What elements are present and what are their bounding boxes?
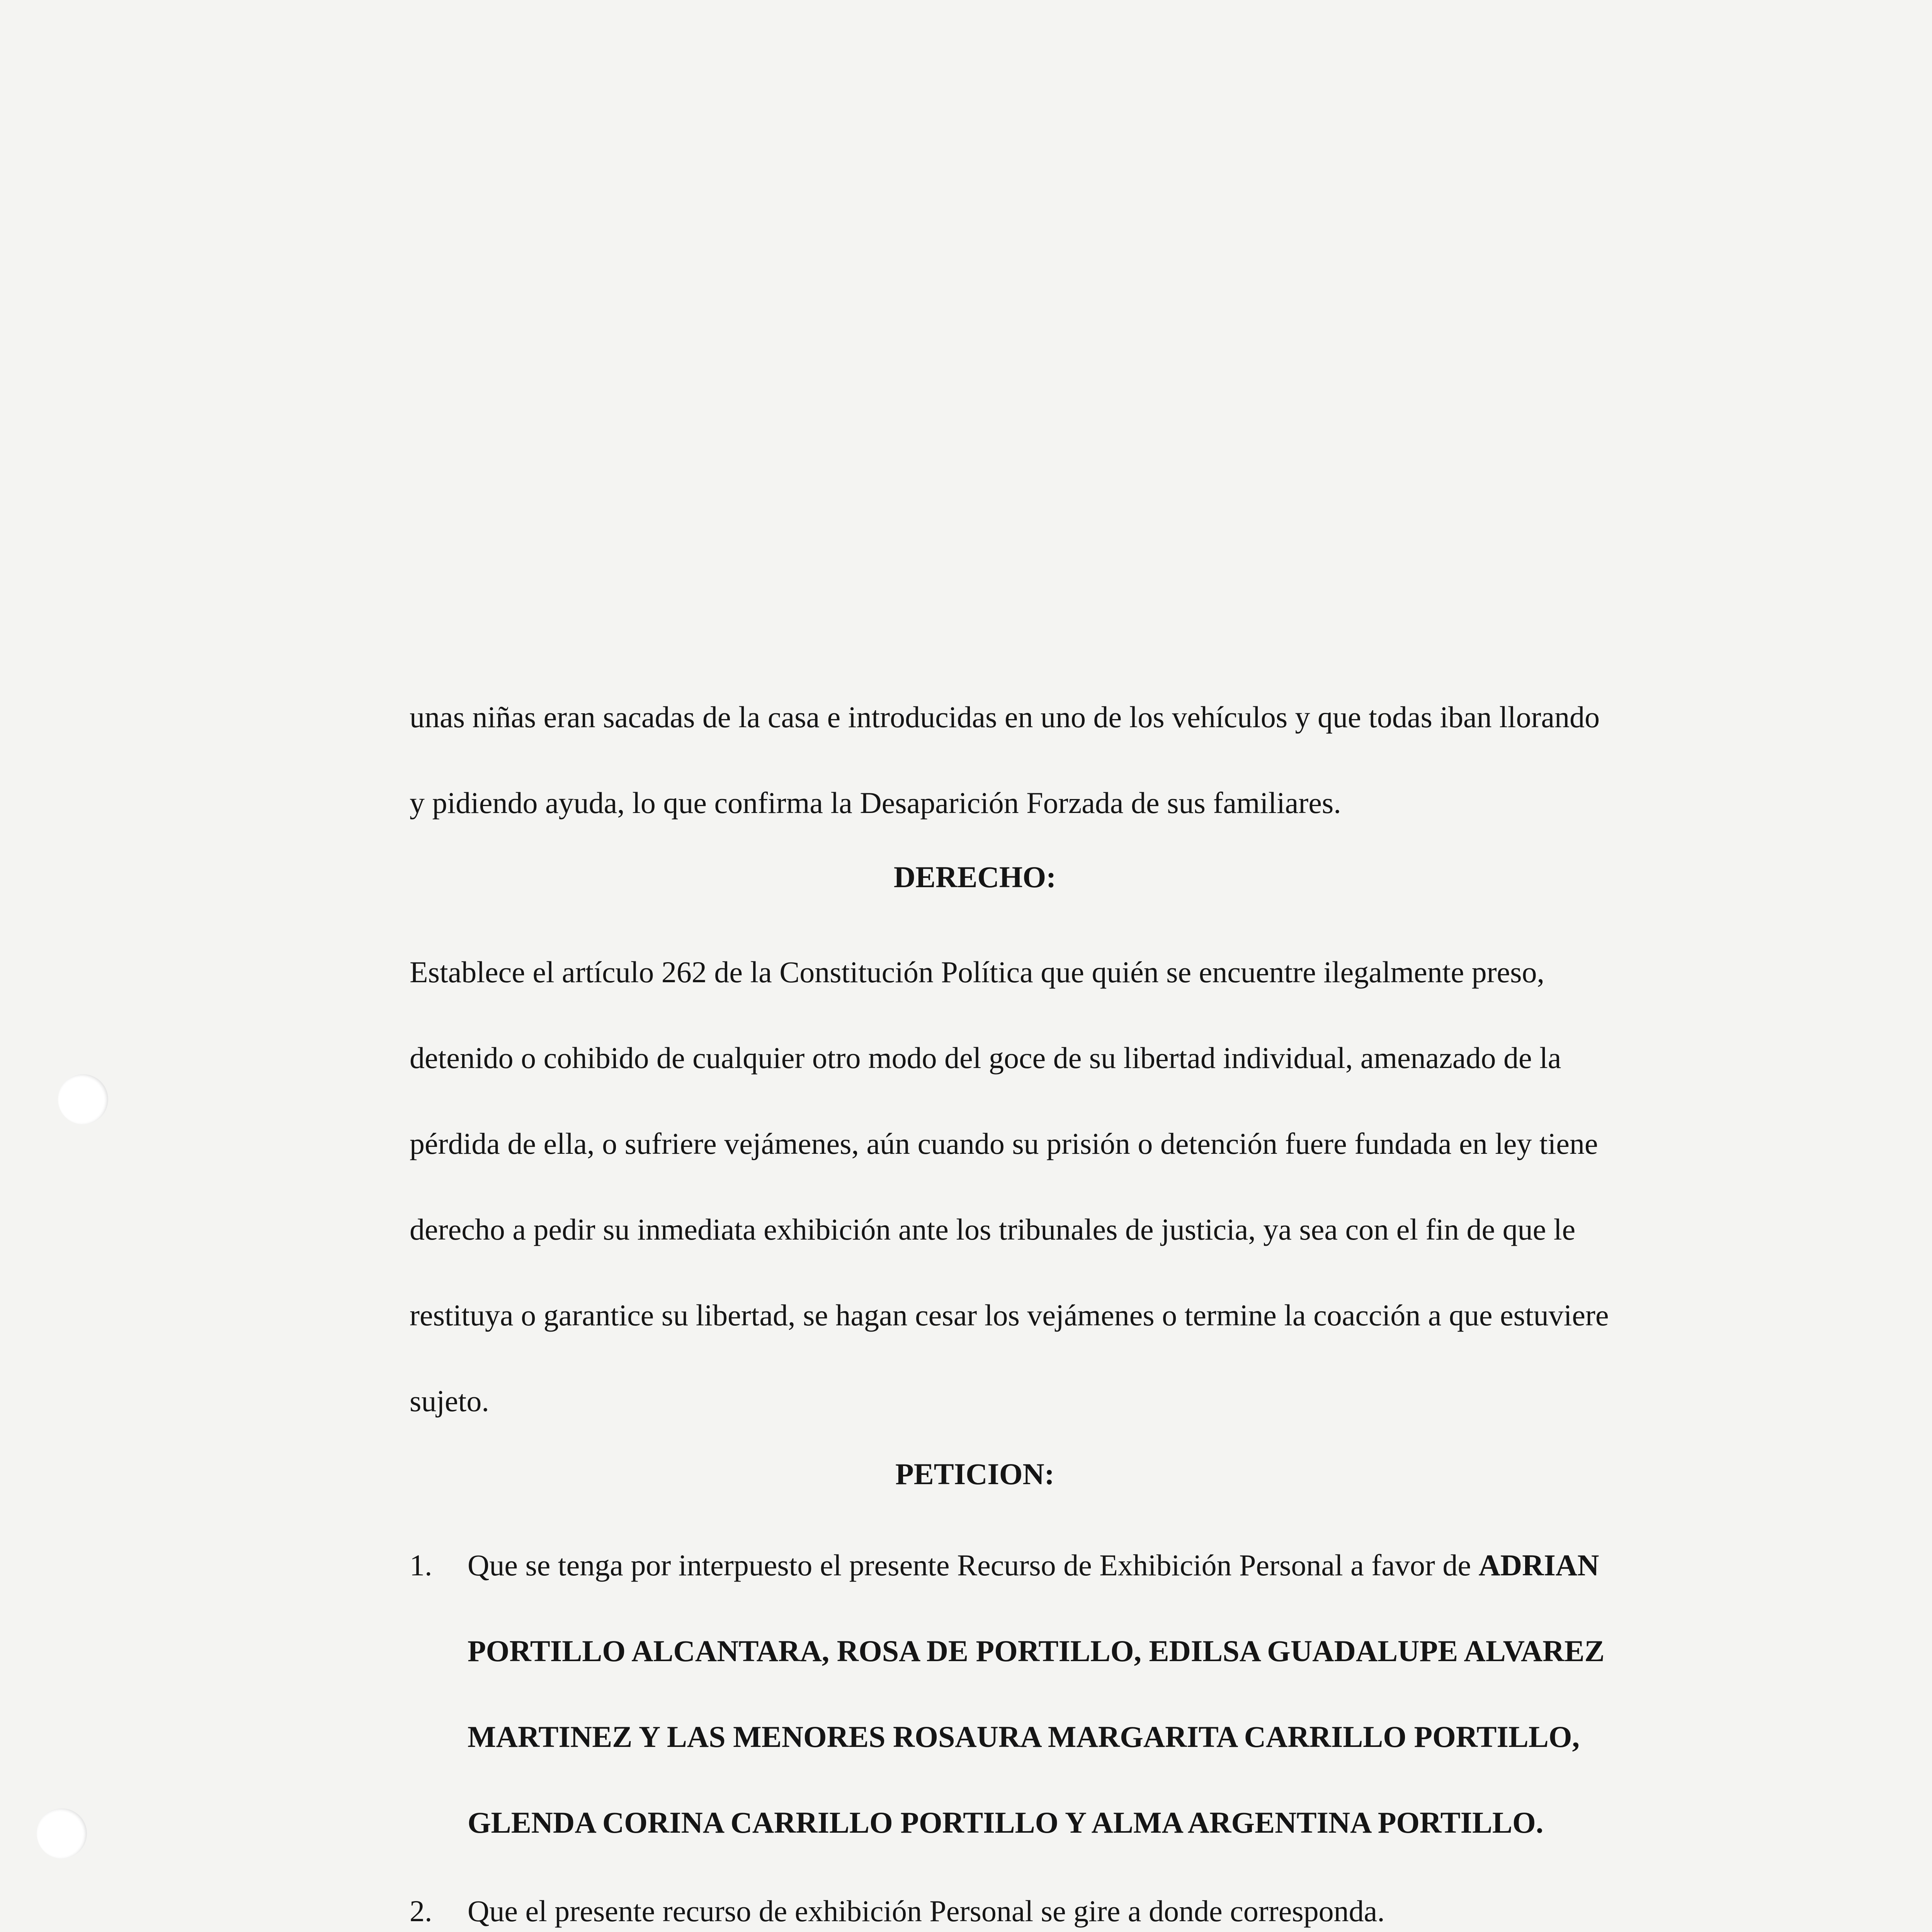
punch-hole-bottom — [37, 1808, 87, 1859]
person-names: GLENDA CORINA CARRILLO PORTILLO Y ALMA ARGENTINA PORTILLO. — [468, 1806, 1544, 1839]
heading-peticion: PETICION: — [895, 1457, 1054, 1491]
item-text: Que el presente recurso de exhibición Personal se gire a donde corresponda. — [468, 1894, 1385, 1928]
text-line: Establece el artículo 262 de la Constitución Política que quién se encuentre ilegalmente preso, — [410, 955, 1545, 989]
item-number: 1. — [410, 1548, 432, 1582]
derecho-paragraph — [410, 929, 1816, 1444]
text-line: sujeto. — [410, 1384, 489, 1418]
text-line: unas niñas eran sacadas de la casa e introducidas en uno de los vehículos y que todas iban llorando — [410, 700, 1600, 734]
person-names: PORTILLO ALCANTARA, ROSA DE PORTILLO, EDILSA GUADALUPE ALVAREZ — [468, 1634, 1605, 1668]
heading-derecho: DERECHO: — [893, 860, 1056, 894]
text-line: detenido o cohibido de cualquier otro modo del goce de su libertad individual, amenazado de la — [410, 1041, 1561, 1075]
punch-hole-top — [58, 1074, 108, 1124]
intro-paragraph — [410, 674, 1816, 846]
text-line: y pidiendo ayuda, lo que confirma la Desaparición Forzada de sus familiares. — [410, 786, 1341, 820]
item-number: 2. — [410, 1894, 432, 1928]
item-text: Que se tenga por interpuesto el presente Recurso de Exhibición Personal a favor de — [468, 1548, 1471, 1582]
text-line: derecho a pedir su inmediata exhibición ante los tribunales de justicia, ya sea con el fin de que le — [410, 1213, 1576, 1246]
text-line: restituya o garantice su libertad, se hagan cesar los vejámenes o termine la coacción a que estuviere — [410, 1298, 1609, 1332]
text-line: pérdida de ella, o sufriere vejámenes, aún cuando su prisión o detención fuere fundada en ley tiene — [410, 1127, 1598, 1160]
person-name: ADRIAN — [1478, 1548, 1599, 1582]
person-names: MARTINEZ Y LAS MENORES ROSAURA MARGARITA CARRILLO PORTILLO, — [468, 1720, 1580, 1753]
